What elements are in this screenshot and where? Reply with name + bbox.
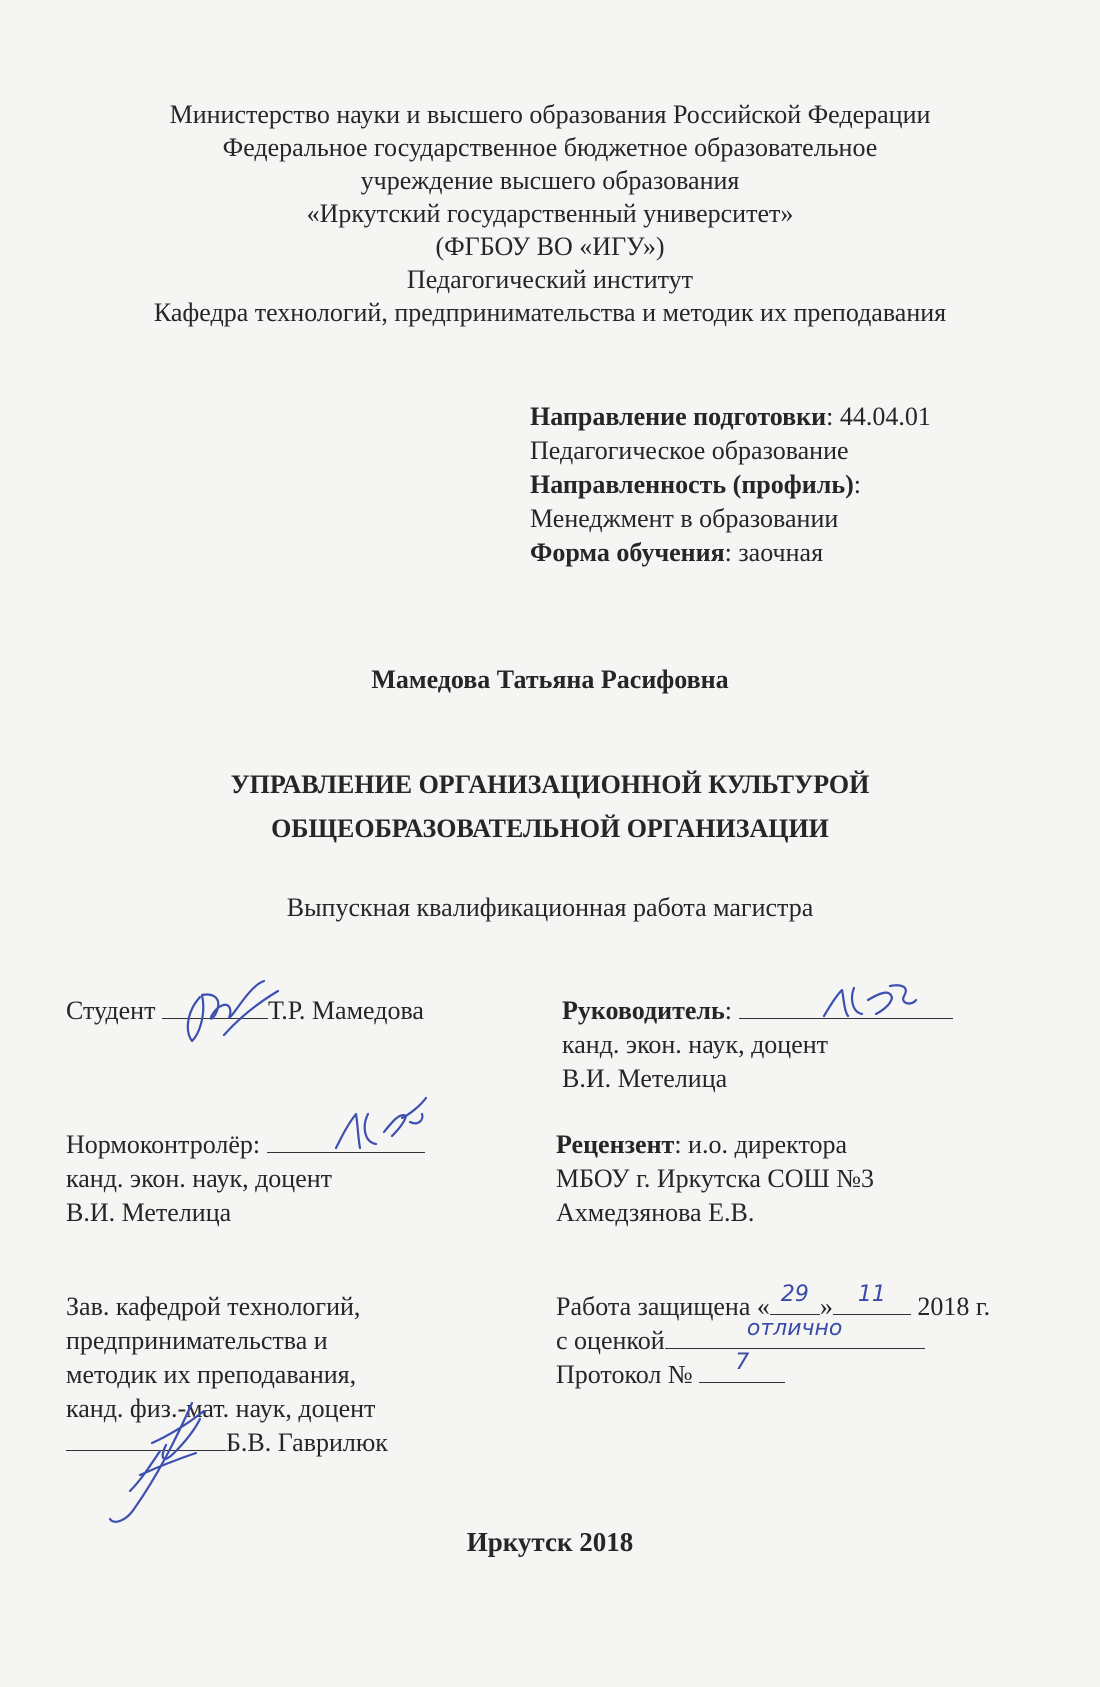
reviewer-position: : и.о. директора bbox=[674, 1130, 847, 1159]
ministry-line: Министерство науки и высшего образования Российской Федерации bbox=[169, 100, 931, 129]
head-line-1: Зав. кафедрой технологий, bbox=[66, 1292, 361, 1321]
university-abbr: (ФГБОУ ВО «ИГУ») bbox=[435, 232, 665, 261]
direction-name: Педагогическое образование bbox=[530, 436, 849, 465]
reviewer-block bbox=[556, 1128, 874, 1230]
normcontrol-degree: канд. экон. наук, доцент bbox=[66, 1164, 333, 1193]
defense-mid: » bbox=[819, 1292, 833, 1321]
work-type: Выпускная квалификационная работа магистра bbox=[286, 893, 814, 922]
institution-type-line: Федеральное государственное бюджетное образовательное bbox=[222, 133, 878, 162]
defense-year: 2018 г. bbox=[917, 1292, 991, 1321]
protocol-label: Протокол № bbox=[556, 1360, 693, 1389]
profile-name: Менеджмент в образовании bbox=[530, 504, 839, 533]
study-info bbox=[530, 400, 931, 570]
defense-prefix: Работа защищена « bbox=[556, 1292, 770, 1321]
supervisor-degree: канд. экон. наук, доцент bbox=[562, 1030, 829, 1059]
head-line-4: канд. физ.-мат. наук, доцент bbox=[66, 1394, 376, 1423]
protocol-line bbox=[699, 1350, 785, 1383]
city-year: Иркутск 2018 bbox=[466, 1527, 634, 1557]
student-name: Т.Р. Мамедова bbox=[267, 996, 424, 1025]
protocol-number: 7 bbox=[735, 1350, 750, 1375]
supervisor-label: Руководитель bbox=[562, 996, 725, 1025]
head-name: Б.В. Гаврилюк bbox=[226, 1428, 388, 1457]
grade-label: с оценкой bbox=[556, 1326, 665, 1355]
reviewer-name: Ахмедзянова Е.В. bbox=[556, 1198, 755, 1227]
thesis-title bbox=[0, 763, 1100, 851]
institution-type-line-2: учреждение высшего образования bbox=[360, 166, 740, 195]
normcontrol-label: Нормоконтролёр: bbox=[66, 1130, 261, 1159]
head-signature bbox=[100, 1395, 220, 1530]
form-value: : заочная bbox=[724, 538, 824, 567]
university-name: «Иркутский государственный университет» bbox=[306, 199, 794, 228]
defense-month: 11 bbox=[857, 1282, 886, 1307]
supervisor-name: В.И. Метелица bbox=[562, 1064, 728, 1093]
form-label: Форма обучения bbox=[530, 538, 725, 567]
supervisor-signature bbox=[820, 976, 930, 1026]
head-line-2: предпринимательства и bbox=[66, 1326, 328, 1355]
student-label: Студент bbox=[66, 996, 156, 1025]
profile-label: Направленность (профиль) bbox=[530, 470, 854, 499]
head-line-3: методик их преподавания, bbox=[66, 1360, 357, 1389]
reviewer-org: МБОУ г. Иркутска СОШ №3 bbox=[556, 1164, 875, 1193]
defense-day: 29 bbox=[780, 1282, 809, 1307]
grade-value: отлично bbox=[746, 1316, 843, 1341]
normcontrol-signature bbox=[330, 1092, 440, 1162]
direction-label: Направление подготовки bbox=[530, 402, 827, 431]
institute-name: Педагогический институт bbox=[406, 265, 694, 294]
thesis-title-line-2: ОБЩЕОБРАЗОВАТЕЛЬНОЙ ОРГАНИЗАЦИИ bbox=[271, 814, 829, 843]
reviewer-label: Рецензент bbox=[556, 1130, 675, 1159]
department-name: Кафедра технологий, предпринимательства и методик их преподавания bbox=[153, 298, 947, 327]
profile-colon: : bbox=[853, 470, 861, 499]
supervisor-colon: : bbox=[724, 996, 733, 1025]
institution-header bbox=[0, 98, 1100, 329]
direction-code: : 44.04.01 bbox=[826, 402, 931, 431]
defense-block bbox=[556, 1282, 991, 1392]
thesis-title-line-1: УПРАВЛЕНИЕ ОРГАНИЗАЦИОННОЙ КУЛЬТУРОЙ bbox=[230, 770, 870, 799]
author-name: Мамедова Татьяна Расифовна bbox=[371, 665, 729, 694]
normcontrol-name: В.И. Метелица bbox=[66, 1198, 232, 1227]
student-signature bbox=[178, 975, 288, 1065]
